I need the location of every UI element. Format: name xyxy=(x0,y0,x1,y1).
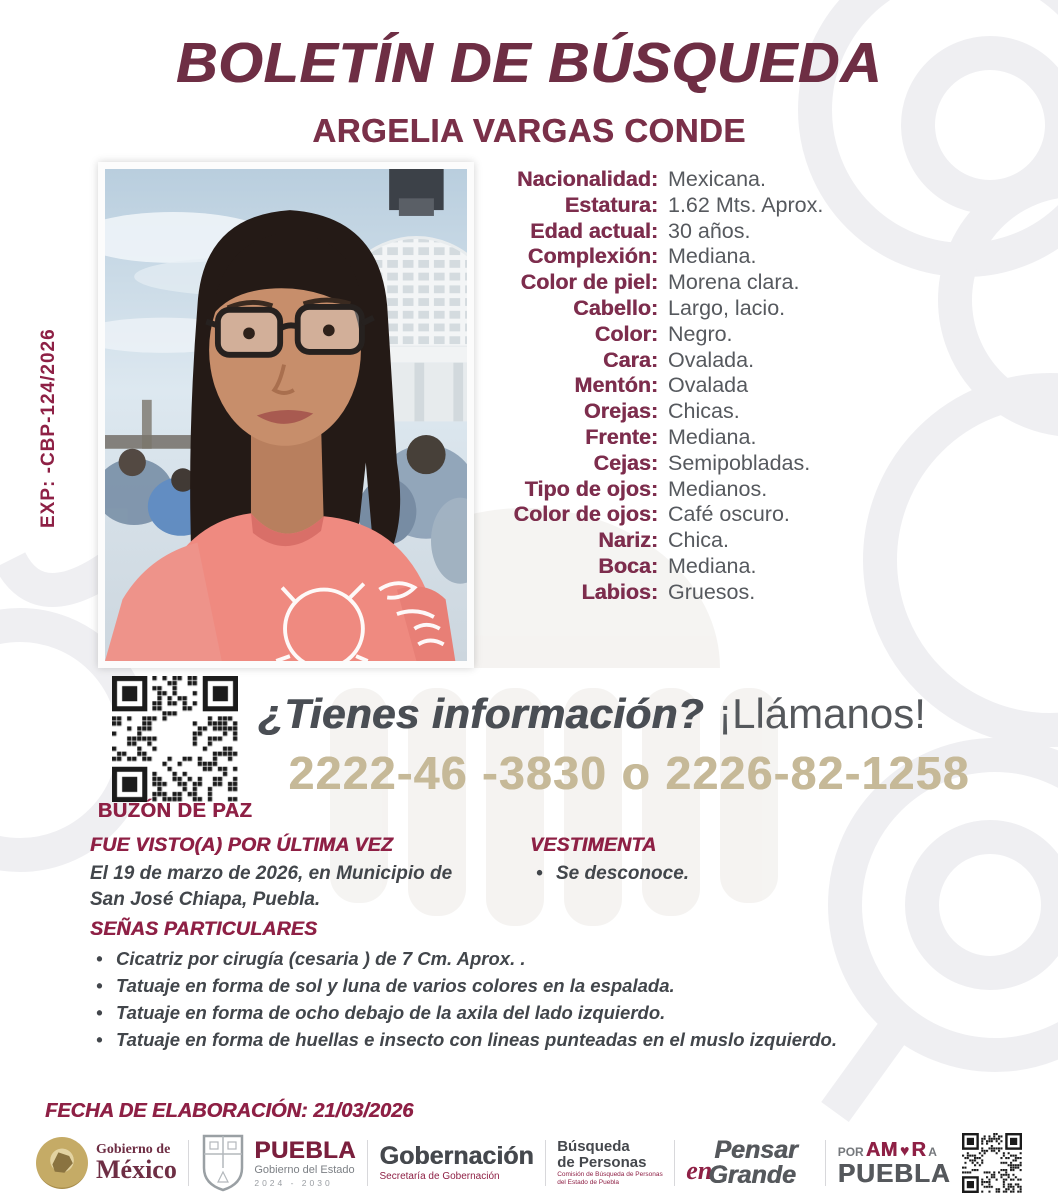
footer-qr-code xyxy=(962,1133,1022,1193)
mexico-logo-line1: Gobierno de xyxy=(96,1142,171,1157)
detail-label: Color de piel: xyxy=(520,270,658,295)
detail-value: Negro. xyxy=(668,321,733,346)
case-file-number: EXP: -CBP-124/2026 xyxy=(38,328,59,528)
footer-divider xyxy=(188,1140,189,1186)
detail-label: Labios: xyxy=(581,579,658,604)
grande-word: Grande xyxy=(708,1161,796,1189)
footer-divider xyxy=(367,1140,368,1186)
puebla-shield-icon xyxy=(200,1134,246,1192)
detail-value: Medianos. xyxy=(668,476,768,501)
detail-label: Cabello: xyxy=(573,295,658,320)
footer-divider xyxy=(825,1140,826,1186)
last-seen-line1: El 19 de marzo de 2026, en Municipio de xyxy=(90,863,453,884)
detail-value: Morena clara. xyxy=(668,270,800,295)
gobernacion-logo-subtitle: Secretaría de Gobernación xyxy=(379,1171,500,1182)
contact-headline xyxy=(258,690,1038,738)
clothing-section xyxy=(530,834,930,887)
detail-label: Nariz: xyxy=(598,528,658,553)
detail-label: Nacionalidad: xyxy=(517,167,658,191)
qr-code-canvas xyxy=(112,676,238,802)
detail-value: 30 años. xyxy=(668,218,751,243)
detail-label: Color: xyxy=(594,321,658,346)
busqueda-logo-sub1: Comisión de Búsqueda de Personas xyxy=(557,1170,663,1178)
amor-text-am: AM xyxy=(865,1139,898,1161)
call-us-text: ¡Llámanos! xyxy=(718,690,926,737)
mark-item: • Tatuaje en forma de sol y luna de varios colores en la espalada. xyxy=(90,972,990,999)
pensar-en-grande-logo xyxy=(686,1134,814,1192)
detail-value: Largo, lacio. xyxy=(668,295,786,320)
por-amor-a-puebla-logo xyxy=(838,1140,951,1186)
have-information-text: ¿Tienes información? xyxy=(258,690,704,737)
detail-value: Semipobladas. xyxy=(668,450,811,475)
detail-value: Ovalada. xyxy=(668,347,755,372)
heart-icon: ♥ xyxy=(899,1143,910,1160)
puebla-logo-years: 2024 - 2030 xyxy=(254,1177,333,1188)
footer-divider xyxy=(674,1140,675,1186)
qr-code-canvas xyxy=(962,1133,1022,1193)
a-text: A xyxy=(928,1145,937,1159)
detail-value: Ovalada xyxy=(668,373,749,398)
clothing-item: • Se desconoce. xyxy=(530,861,930,887)
detail-value: Café oscuro. xyxy=(668,502,790,527)
amor-text-r: R xyxy=(911,1139,927,1161)
por-text: POR xyxy=(837,1145,864,1159)
detail-label: Complexión: xyxy=(527,244,658,269)
detail-label: Mentón: xyxy=(574,373,658,398)
detail-label: Estatura: xyxy=(564,192,658,217)
puebla-text: PUEBLA xyxy=(837,1158,951,1188)
particular-marks-section xyxy=(90,918,990,1053)
last-seen-section xyxy=(90,834,520,913)
detail-value: Mexicana. xyxy=(668,167,766,191)
person-photo-illustration xyxy=(105,169,467,661)
bulletin-title: BOLETÍN DE BÚSQUEDA xyxy=(175,31,883,95)
detail-value: Mediana. xyxy=(668,553,757,578)
puebla-gobierno-logo xyxy=(200,1134,356,1192)
buzon-de-paz-qr-code xyxy=(112,676,238,802)
mexico-eagle-seal-icon xyxy=(36,1137,88,1189)
physical-description-list xyxy=(478,167,1038,606)
last-seen-title: FUE VISTO(A) POR ÚLTIMA VEZ xyxy=(90,834,393,856)
puebla-logo-subtitle: Gobierno del Estado xyxy=(254,1163,355,1176)
detail-label: Orejas: xyxy=(583,399,658,424)
mark-item: • Tatuaje en forma de ocho debajo de la axila del lado izquierdo. xyxy=(90,999,990,1026)
gobernacion-logo-name: Gobernación xyxy=(379,1142,534,1170)
person-photo xyxy=(98,162,474,668)
detail-label: Frente: xyxy=(585,424,658,449)
detail-label: Cara: xyxy=(603,347,658,372)
detail-value: Mediana. xyxy=(668,244,757,269)
detail-value: Mediana. xyxy=(668,424,757,449)
detail-label: Edad actual: xyxy=(530,218,658,243)
detail-label: Color de ojos: xyxy=(513,502,658,527)
last-seen-line2: San José Chiapa, Puebla. xyxy=(90,889,321,910)
mark-item: • Cicatriz por cirugía (cesaria ) de 7 Cm. Aprox. . xyxy=(90,945,990,972)
busqueda-logo-line2: de Personas xyxy=(557,1154,647,1172)
puebla-logo-name: PUEBLA xyxy=(254,1136,357,1164)
elaboration-date: FECHA DE ELABORACIÓN: 21/03/2026 xyxy=(45,1100,414,1122)
particular-marks-title: SEÑAS PARTICULARES xyxy=(90,918,318,940)
person-name: ARGELIA VARGAS CONDE xyxy=(312,112,746,149)
clothing-title: VESTIMENTA xyxy=(530,834,657,856)
footer-logo-bar xyxy=(0,1128,1058,1198)
gobernacion-logo xyxy=(380,1144,534,1182)
detail-value: 1.62 Mts. Aprox. xyxy=(668,192,824,217)
mexico-logo-line2: México xyxy=(96,1155,177,1184)
busqueda-logo-line1: Búsqueda xyxy=(557,1138,630,1156)
pensar-word: Pensar xyxy=(714,1136,798,1164)
footer-divider xyxy=(545,1140,546,1186)
busqueda-de-personas-logo xyxy=(557,1139,663,1186)
qr-code-label: BUZÓN DE PAZ xyxy=(97,800,253,822)
gobierno-de-mexico-logo xyxy=(36,1137,177,1189)
en-word: en xyxy=(686,1156,713,1185)
detail-label: Tipo de ojos: xyxy=(524,476,658,501)
busqueda-logo-sub2: del Estado de Puebla xyxy=(557,1178,620,1186)
phone-numbers: 2222-46 -3830 o 2226-82-1258 xyxy=(288,747,970,799)
mark-item: • Tatuaje en forma de huellas e insecto con lineas punteadas en el muslo izquierdo. xyxy=(90,1026,990,1053)
detail-value: Chicas. xyxy=(668,399,740,424)
detail-label: Boca: xyxy=(598,553,658,578)
detail-value: Chica. xyxy=(668,528,729,553)
detail-label: Cejas: xyxy=(593,450,658,475)
detail-value: Gruesos. xyxy=(668,579,756,604)
